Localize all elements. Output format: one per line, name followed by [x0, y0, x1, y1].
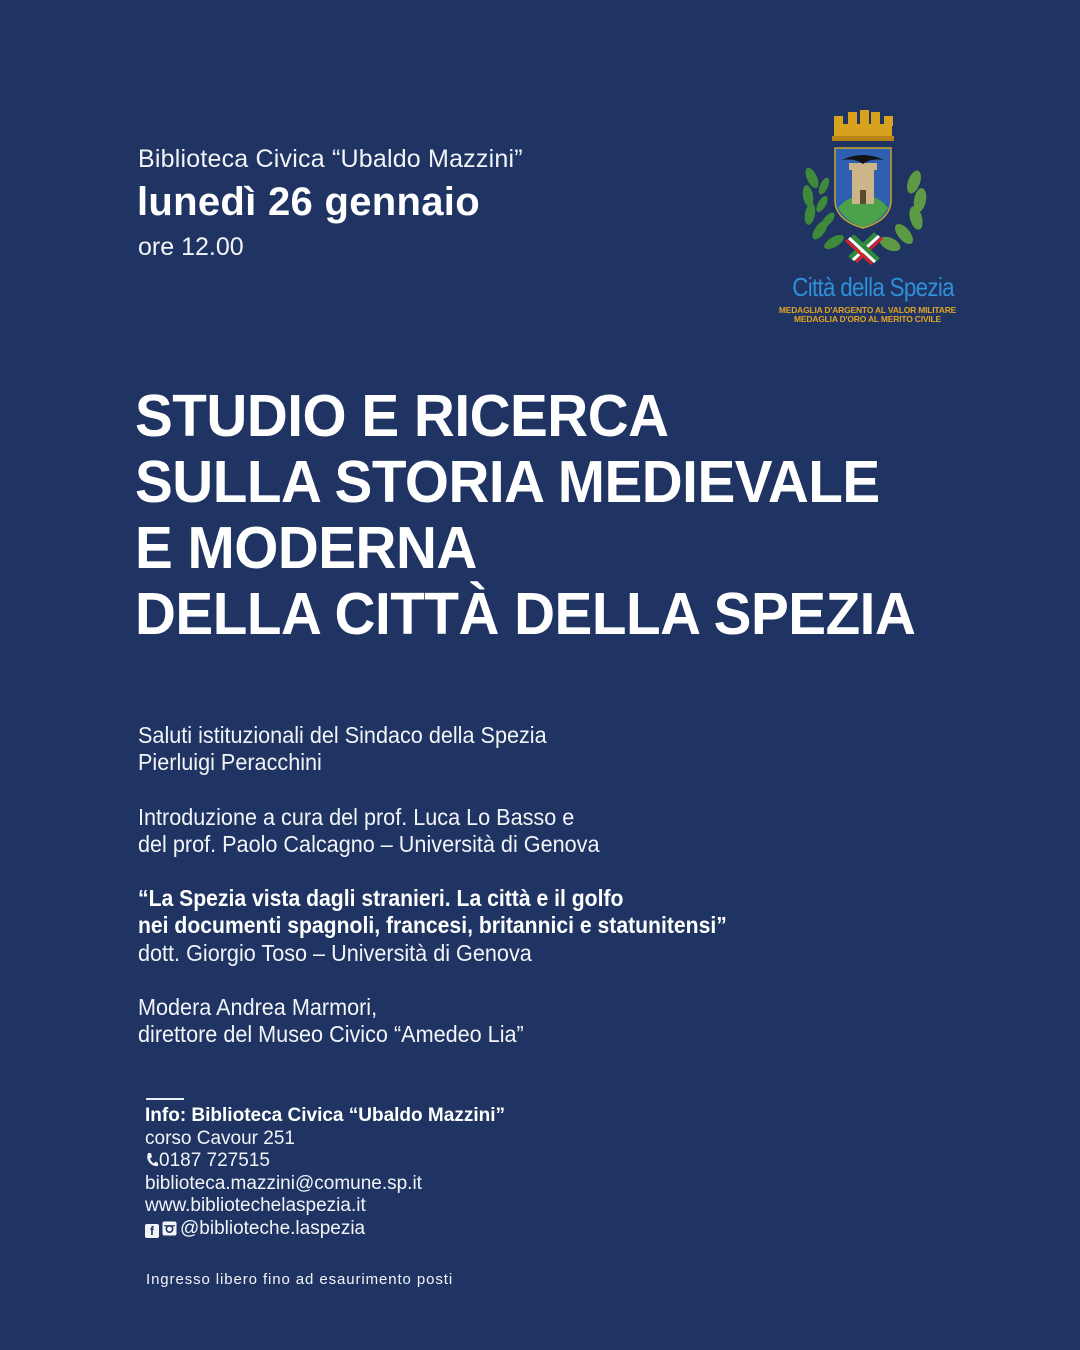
logo-medal-line-2: MEDAGLIA D'ORO AL MERITO CIVILE — [794, 314, 941, 324]
venue-name: Biblioteca Civica “Ubaldo Mazzini” — [138, 145, 523, 173]
talk — [138, 885, 792, 967]
logo-city-name: Città della Spezia — [792, 272, 954, 302]
moderator-line: Modera Andrea Marmori, — [138, 994, 378, 1021]
email[interactable]: biblioteca.mazzini@comune.sp.it — [145, 1172, 422, 1194]
social-row — [145, 1218, 505, 1241]
event-date: lunedì 26 gennaio — [137, 180, 480, 224]
phone-icon — [145, 1152, 159, 1168]
greetings — [138, 722, 792, 777]
city-coat-of-arms-logo — [780, 108, 955, 328]
event-time: ore 12.00 — [138, 233, 244, 261]
mayor-name: Pierluigi Peracchini — [138, 749, 322, 776]
introduction-line: Introduzione a cura del prof. Luca Lo Basso e — [138, 803, 575, 830]
introduction — [138, 804, 792, 859]
moderator — [138, 994, 792, 1049]
talk-title-line: “La Spezia vista dagli stranieri. La città e il golfo — [138, 885, 624, 912]
entry-note: Ingresso libero fino ad esaurimento posti — [146, 1271, 454, 1288]
program — [138, 722, 792, 1076]
address: corso Cavour 251 — [145, 1127, 295, 1149]
contact-info — [145, 1105, 505, 1240]
introduction-line: del prof. Paolo Calcagno – Università di Genova — [138, 830, 600, 857]
title-line: SULLA STORIA MEDIEVALE — [135, 449, 880, 515]
title-line: STUDIO E RICERCA — [135, 383, 669, 449]
event-title — [135, 383, 1035, 647]
title-line: E MODERNA — [135, 515, 477, 581]
info-heading: Info: Biblioteca Civica “Ubaldo Mazzini” — [145, 1105, 505, 1126]
website-link[interactable]: www.bibliotechelaspezia.it — [145, 1195, 366, 1216]
phone-number[interactable]: 0187 727515 — [159, 1150, 270, 1171]
logo-medal-line-1: MEDAGLIA D'ARGENTO AL VALOR MILITARE — [778, 305, 957, 315]
talk-speaker: dott. Giorgio Toso – Università di Genova — [138, 939, 532, 966]
social-handle[interactable]: @biblioteche.laspezia — [180, 1217, 366, 1239]
moderator-line: direttore del Museo Civico “Amedeo Lia” — [138, 1021, 524, 1048]
coat-of-arms-icon — [780, 108, 955, 273]
talk-title-line: nei documenti spagnoli, francesi, britannici e statunitensi” — [138, 912, 727, 939]
title-line: DELLA CITTÀ DELLA SPEZIA — [135, 581, 916, 647]
instagram-icon[interactable] — [162, 1221, 177, 1236]
facebook-icon[interactable]: f — [145, 1224, 159, 1238]
divider — [146, 1098, 184, 1100]
phone-row — [145, 1150, 505, 1173]
greetings-line: Saluti istituzionali del Sindaco della Spezia — [138, 722, 547, 748]
